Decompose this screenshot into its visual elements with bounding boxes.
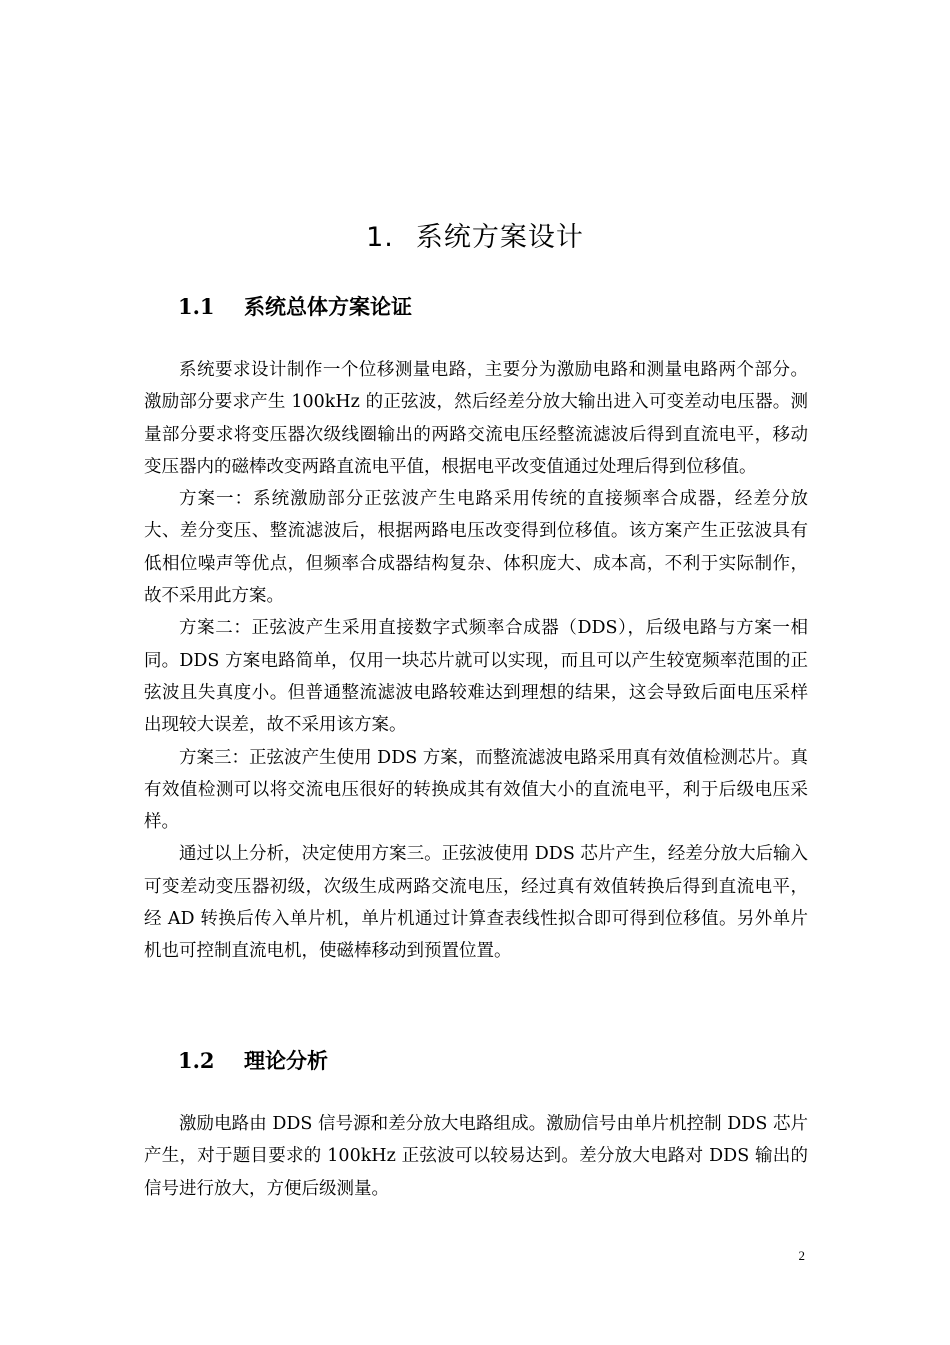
paragraph: 通过以上分析，决定使用方案三。正弦波使用 DDS 芯片产生，经差分放大后输入可变差动变压器初级，次级生成两路交流电压，经过真有效值转换后得到直流电平，经 AD 转换后传入单片机，单片机通过计算查表线性拟合即可得到位移值。另外单片机也可控制直流电机，使磁棒移动到预置位置。 (144, 844, 808, 962)
section-body (144, 1108, 808, 1205)
chapter-number: 1. (366, 222, 394, 253)
paragraph: 激励电路由 DDS 信号源和差分放大电路组成。激励信号由单片机控制 DDS 芯片产生，对于题目要求的 100kHz 正弦波可以较易达到。差分放大电路对 DDS 输出的信号进行放大，方便后级测量。 (144, 1114, 808, 1199)
section-heading (178, 292, 412, 322)
chapter-title-text: 系统方案设计 (415, 222, 584, 253)
section-title: 系统总体方案论证 (244, 294, 412, 319)
section-number: 1.2 (178, 1048, 215, 1073)
paragraph: 方案三：正弦波产生使用 DDS 方案，而整流滤波电路采用真有效值检测芯片。真有效值检测可以将交流电压很好的转换成其有效值大小的直流电平，利于后级电压采样。 (144, 747, 808, 833)
paragraph: 方案一：系统激励部分正弦波产生电路采用传统的直接频率合成器，经差分放大、差分变压、整流滤波后，根据两路电压改变得到位移值。该方案产生正弦波具有低相位噪声等优点，但频率合成器结构复杂、体积庞大、成本高，不利于实际制作，故不采用此方案。 (144, 489, 808, 607)
page-number: 2 (798, 1248, 805, 1263)
section-heading (178, 1046, 328, 1076)
section-body (144, 354, 808, 968)
section-title: 理论分析 (244, 1048, 328, 1073)
paragraph: 方案二：正弦波产生采用直接数字式频率合成器（DDS），后级电路与方案一相同。DDS 方案电路简单，仅用一块芯片就可以实现，而且可以产生较宽频率范围的正弦波且失真度小。但普通整流滤波电路较难达到理想的结果，这会导致后面电压采样出现较大误差，故不采用该方案。 (144, 618, 808, 736)
section-number: 1.1 (178, 294, 215, 319)
chapter-title (0, 218, 950, 258)
paragraph: 系统要求设计制作一个位移测量电路，主要分为激励电路和测量电路两个部分。激励部分要求产生 100kHz 的正弦波，然后经差分放大输出进入可变差动电压器。测量部分要求将变压器次级线圈输出的两路交流电压经整流滤波后得到直流电平，移动变压器内的磁棒改变两路直流电平值，根据电平改变值通过处理后得到位移值。 (144, 360, 808, 477)
